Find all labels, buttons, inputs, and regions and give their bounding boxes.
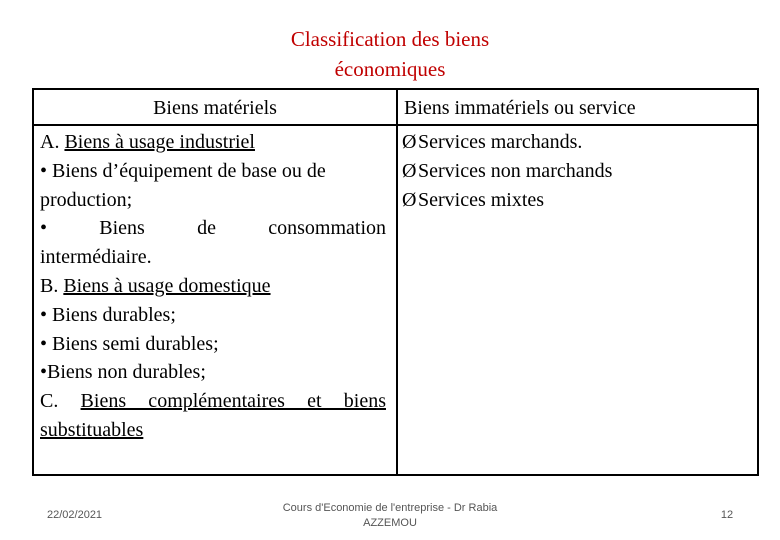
title-line-2: économiques bbox=[334, 57, 446, 81]
line-text: Biens complémentaires et biens bbox=[80, 390, 386, 413]
material-goods-line bbox=[40, 214, 386, 243]
line-text: • Biens semi durables; bbox=[40, 332, 219, 355]
arrow-bullet-icon: Ø bbox=[402, 159, 417, 182]
service-item bbox=[402, 128, 752, 157]
line-prefix: A. bbox=[40, 131, 65, 153]
slide-date: 22/02/2021 bbox=[47, 509, 103, 521]
material-goods-line bbox=[40, 186, 386, 215]
course-credit-line-2: AZZEMOU bbox=[363, 517, 417, 529]
line-text: Biens à usage domestique bbox=[63, 274, 271, 297]
material-goods-line bbox=[40, 157, 386, 186]
course-credit-line-1: Cours d'Economie de l'entreprise - Dr Rabia bbox=[282, 502, 498, 514]
arrow-bullet-icon: Ø bbox=[402, 131, 417, 153]
service-item bbox=[402, 157, 752, 186]
material-goods-line bbox=[40, 128, 386, 157]
service-item-label: Services non marchands bbox=[418, 159, 613, 182]
material-goods-line bbox=[40, 301, 386, 330]
services-list bbox=[402, 128, 752, 214]
material-goods-line bbox=[40, 330, 386, 359]
line-prefix: C. bbox=[40, 390, 81, 413]
arrow-bullet-icon: Ø bbox=[402, 188, 417, 211]
service-item bbox=[402, 186, 752, 215]
classification-table bbox=[32, 88, 759, 476]
line-text: production; bbox=[40, 188, 133, 211]
header-divider bbox=[34, 124, 757, 126]
material-goods-line bbox=[40, 358, 386, 387]
line-text: •Biens non durables; bbox=[40, 361, 206, 384]
material-goods-line bbox=[40, 243, 386, 272]
material-goods-line bbox=[40, 416, 386, 445]
material-goods-line bbox=[40, 272, 386, 301]
course-credit bbox=[270, 501, 510, 531]
line-text: intermédiaire. bbox=[40, 246, 152, 269]
page-number: 12 bbox=[720, 509, 734, 521]
line-text: • Biens de consommation bbox=[40, 217, 386, 240]
header-immaterial-goods: Biens immatériels ou service bbox=[404, 97, 636, 119]
service-item-label: Services marchands. bbox=[418, 131, 583, 153]
line-text: Biens à usage industriel bbox=[64, 131, 255, 153]
column-divider bbox=[396, 90, 398, 474]
material-goods-line bbox=[40, 387, 386, 416]
material-goods-list bbox=[40, 128, 386, 445]
line-prefix: B. bbox=[40, 274, 64, 297]
service-item-label: Services mixtes bbox=[418, 188, 545, 211]
header-material-goods: Biens matériels bbox=[153, 97, 277, 119]
line-text: • Biens durables; bbox=[40, 303, 176, 326]
slide-title bbox=[0, 24, 780, 84]
line-text: • Biens d’équipement de base ou de bbox=[40, 159, 326, 182]
line-text: substituables bbox=[40, 418, 144, 441]
title-line-1: Classification des biens bbox=[290, 27, 490, 51]
